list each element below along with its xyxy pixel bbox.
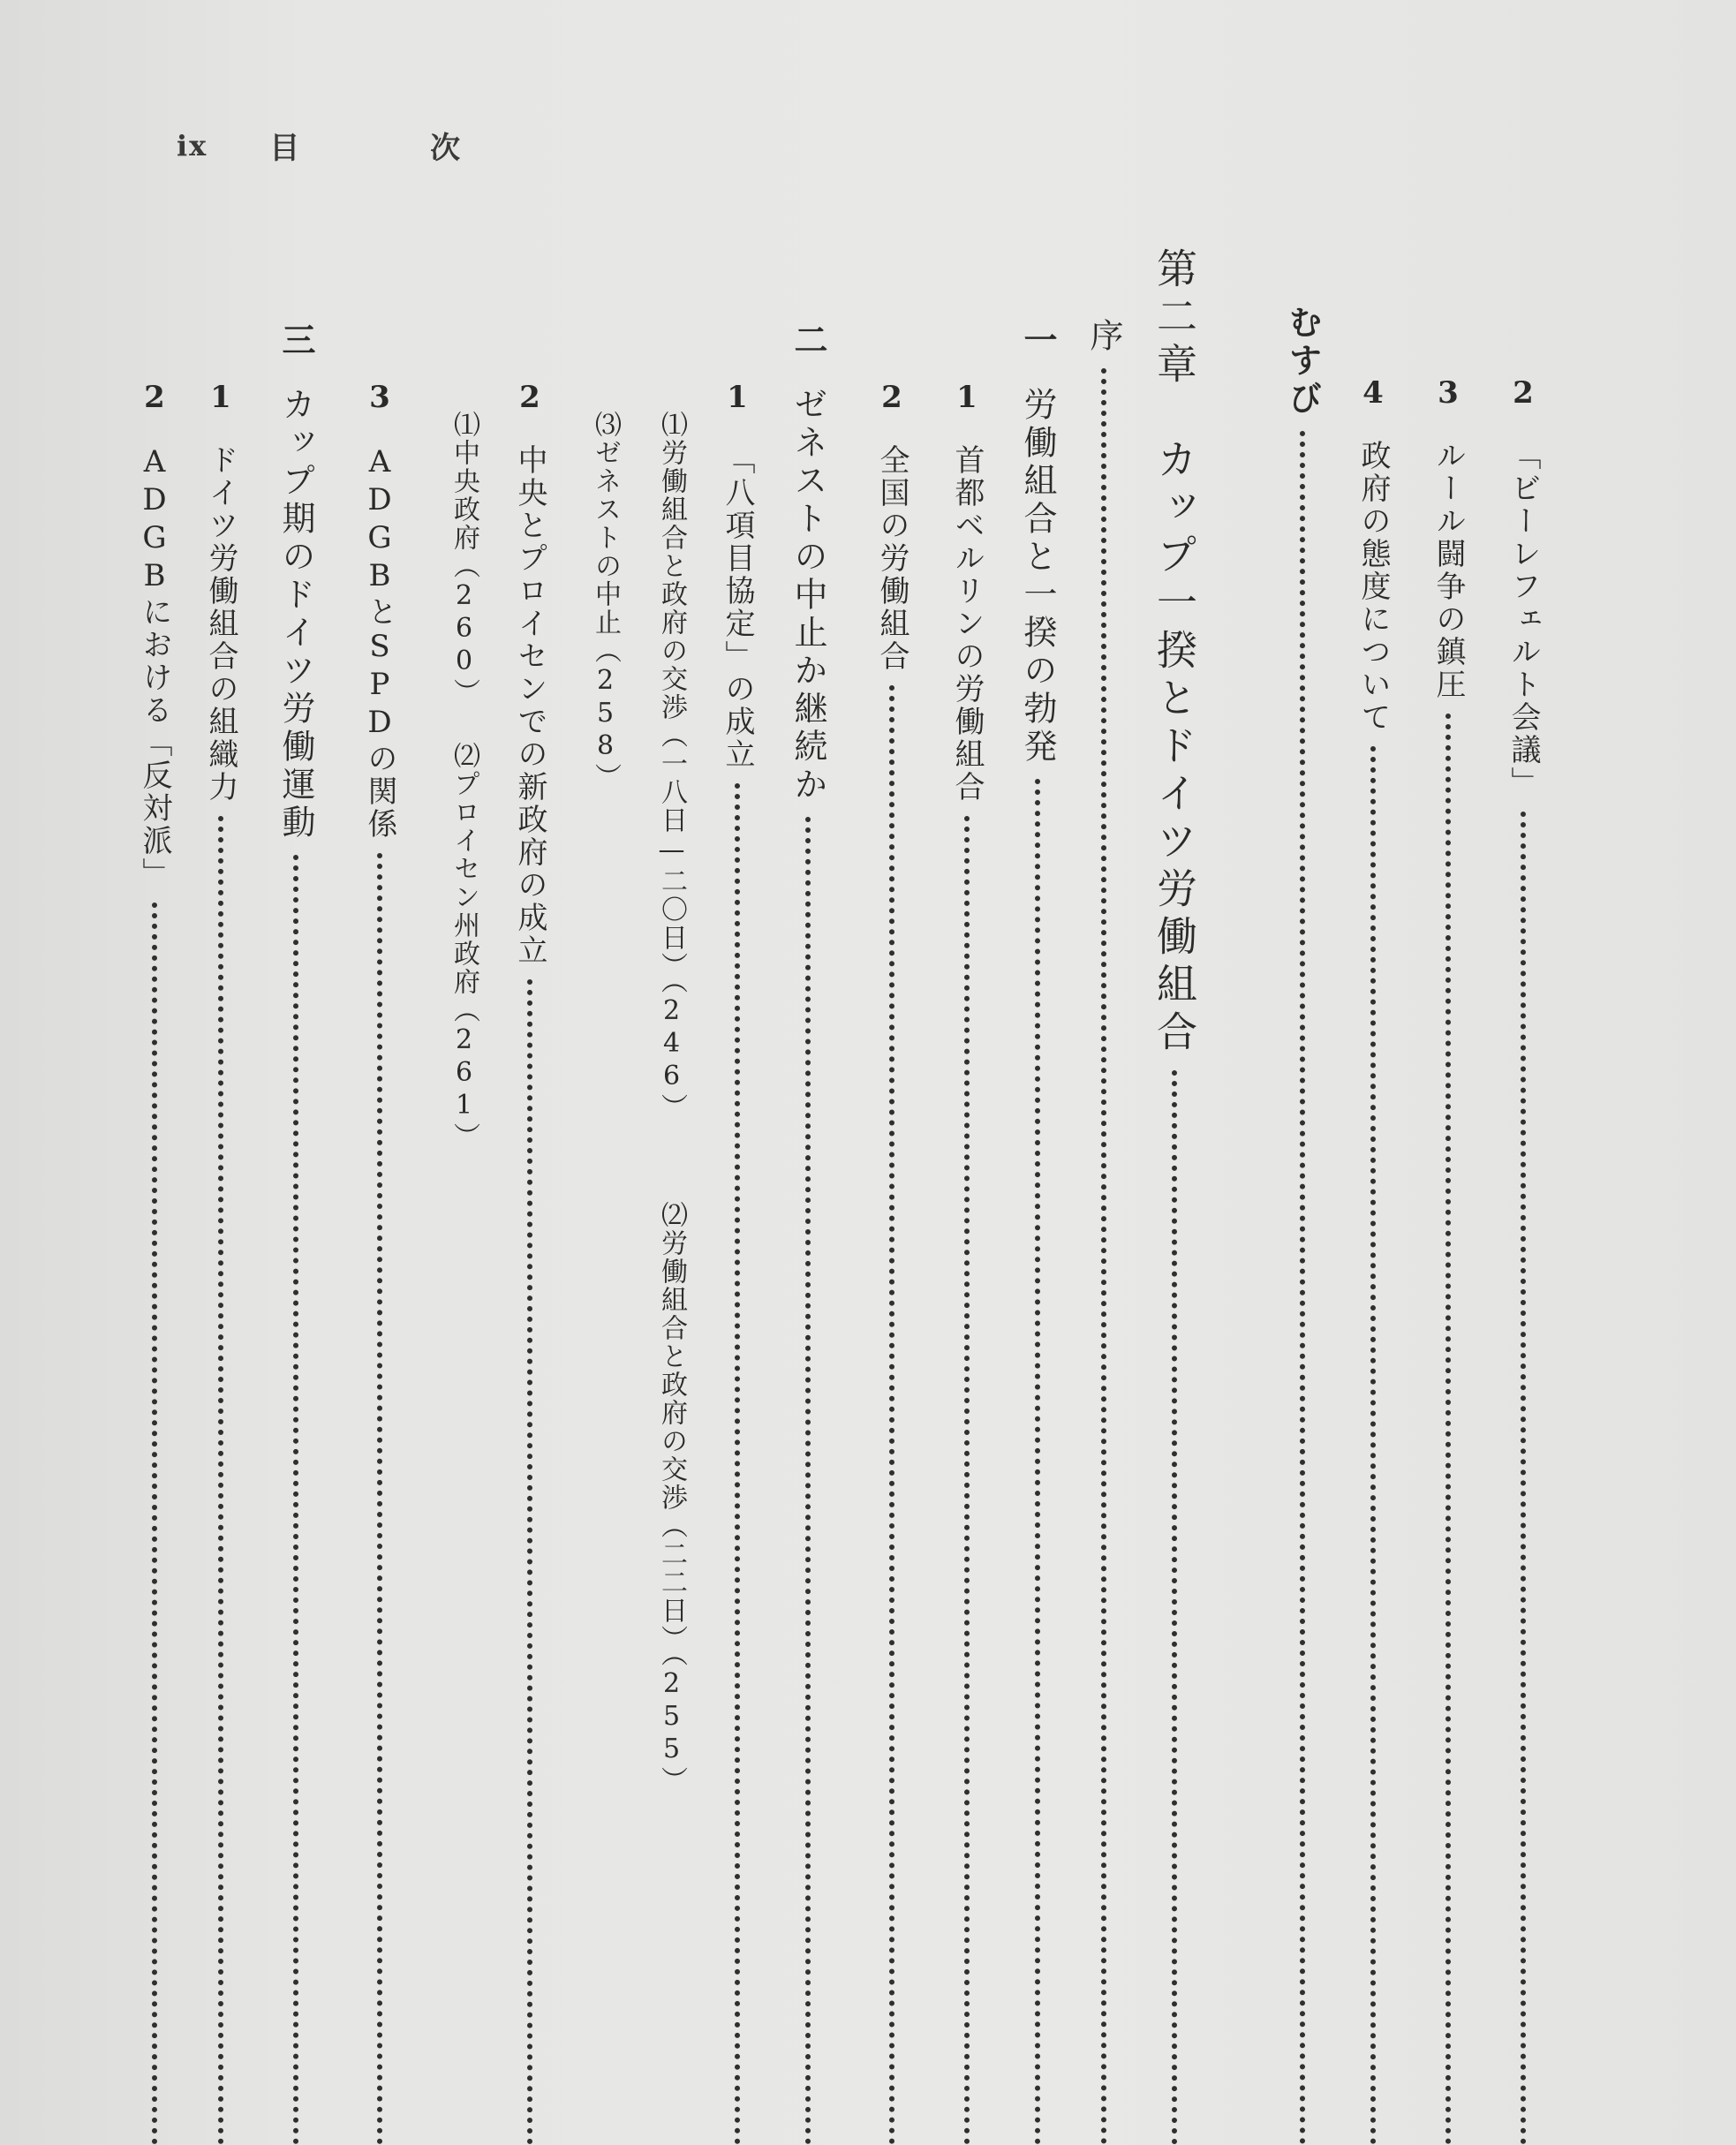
toc-entry[interactable] xyxy=(706,380,768,2145)
entry-number: 2 xyxy=(874,380,910,418)
entry-text: 政府の態度について xyxy=(1355,440,1391,734)
leader-dots xyxy=(1035,779,1040,2145)
toc-entry-preface[interactable] xyxy=(1073,318,1135,2145)
header-title: 目 次 xyxy=(269,131,521,166)
entry-number: 2 xyxy=(137,380,172,418)
entry-number: 1 xyxy=(949,380,985,418)
entry-text: 「ビーレフェルト会議」 xyxy=(1506,440,1541,799)
section-text: カップ期のドイツ労働運動 xyxy=(276,387,315,842)
toc-entry[interactable] xyxy=(1417,375,1479,2145)
toc-entry-conclusion[interactable] xyxy=(1272,305,1333,2145)
toc-entry[interactable] xyxy=(936,380,998,2145)
toc-entry[interactable] xyxy=(861,380,923,2145)
leader-dots xyxy=(1445,714,1451,2145)
entry-number: 3 xyxy=(362,380,397,418)
entry-text: ドイツ労働組合の組織力 xyxy=(203,444,238,804)
running-header xyxy=(177,124,520,167)
section-number: 三 xyxy=(276,322,316,360)
toc-chapter-heading[interactable] xyxy=(1143,247,1205,2145)
toc-entry[interactable] xyxy=(349,380,411,2145)
toc-entry[interactable] xyxy=(190,380,252,2145)
leader-dots xyxy=(527,979,532,2145)
entry-number: 1 xyxy=(203,380,238,418)
entry-text: ルール闘争の鎮圧 xyxy=(1430,440,1466,701)
leader-dots xyxy=(1300,431,1305,2145)
subsection-item[interactable]: ⑴中央政府（260） xyxy=(449,411,479,706)
subsection-item[interactable]: ⑵労働組合と政府の交渉（二二日）（255） xyxy=(656,1201,687,1794)
leader-dots xyxy=(1101,368,1106,2145)
leader-dots xyxy=(735,783,740,2145)
toc-subsection-line xyxy=(574,411,636,1029)
entry-text: 序 xyxy=(1084,318,1123,356)
subsection-item[interactable]: ⑵プロイセン州政府（261） xyxy=(449,742,479,1151)
entry-text: 全国の労働組合 xyxy=(874,444,910,673)
entry-number: 3 xyxy=(1430,375,1466,413)
subsection-item[interactable]: ⑶ゼネストの中止（258） xyxy=(590,411,621,791)
entry-number: 4 xyxy=(1355,375,1391,413)
toc-section[interactable] xyxy=(265,322,327,2145)
entry-number: 1 xyxy=(720,380,755,418)
leader-dots xyxy=(293,855,298,2145)
entry-text: 中央とプロイセンでの新政府の成立 xyxy=(512,444,547,967)
toc-entry[interactable] xyxy=(499,380,561,2145)
section-number: 一 xyxy=(1018,322,1058,360)
leader-dots xyxy=(889,685,894,2145)
leader-dots xyxy=(1370,746,1376,2145)
section-number: 二 xyxy=(789,322,828,360)
leader-dots xyxy=(964,816,970,2145)
section-text: ゼネストの中止か継続か xyxy=(789,387,827,804)
chapter-title: 第二章 カップ一揆とドイツ労働組合 xyxy=(1151,247,1198,1058)
leader-dots xyxy=(218,816,223,2145)
toc-section[interactable] xyxy=(1007,322,1068,2145)
page-number: ix xyxy=(177,128,208,162)
toc-entry[interactable] xyxy=(1492,375,1554,2145)
entry-text: 「八項目協定」の成立 xyxy=(720,444,755,771)
subsection-item[interactable]: ⑴労働組合と政府の交渉（一八日—二〇日）（246） xyxy=(656,411,687,1122)
toc-section[interactable] xyxy=(777,322,839,2145)
entry-number: 2 xyxy=(512,380,547,418)
entry-text: ADGBとSPDの関係 xyxy=(362,444,397,841)
leader-dots xyxy=(805,817,811,2145)
entry-text: むすび xyxy=(1283,305,1323,419)
entry-text: 首都ベルリンの労働組合 xyxy=(949,444,985,804)
entry-text: ADGBにおける「反対派」 xyxy=(137,444,172,890)
toc-subsection-line xyxy=(433,411,494,1205)
leader-dots xyxy=(377,853,382,2145)
section-text: 労働組合と一揆の勃発 xyxy=(1018,387,1057,767)
toc-entry[interactable] xyxy=(1342,375,1404,2145)
leader-dots xyxy=(1521,812,1526,2145)
toc-subsection-line xyxy=(640,411,702,1912)
leader-dots xyxy=(1172,1070,1177,2145)
entry-number: 2 xyxy=(1506,375,1541,413)
leader-dots xyxy=(152,903,157,2145)
toc-entry[interactable] xyxy=(124,380,185,2145)
